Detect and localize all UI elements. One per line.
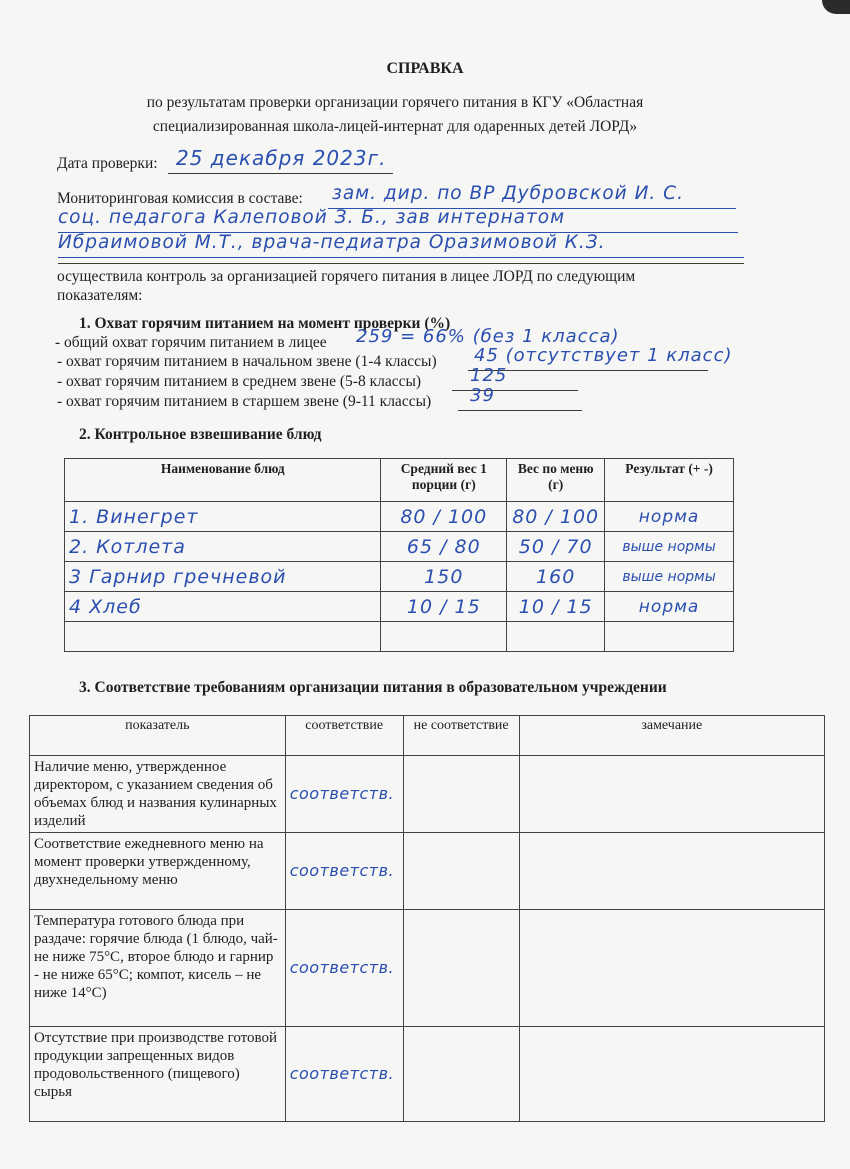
date-label: Дата проверки: (57, 155, 158, 172)
indicator-text: Температура готового блюда при раздаче: горячие блюда (1 блюдо, чай- не ниже 75°С, второе блюдо и гарнир - не ниже 65°С; компот, кисель – не ниже 14°С) (30, 910, 286, 1027)
weighing-header-result: Результат (+ -) (605, 459, 734, 502)
table-row (65, 502, 734, 532)
date-value: 25 декабря 2023г. (176, 146, 387, 170)
result: выше нормы (605, 562, 734, 592)
table-row (65, 622, 734, 652)
commission-label: Мониторинговая комиссия в составе: (57, 190, 303, 207)
section3-heading: 3. Соответствие требованиям организации питания в образовательном учреждении (79, 679, 667, 696)
indicator-text: Отсутствие при производстве готовой продукции запрещенных видов продовольственного (пищевого) сырья (30, 1027, 286, 1122)
nomatch-value (403, 833, 519, 910)
match-value: соответств. (285, 833, 403, 910)
menu-weight: 10 / 15 (507, 592, 605, 622)
dish-name: 1. Винегрет (65, 502, 381, 532)
weighing-header-menu-weight: Вес по меню (г) (507, 459, 605, 502)
table-row (65, 532, 734, 562)
indicator-text: Соответствие ежедневного меню на момент проверки утвержденному, двухнедельному меню (30, 833, 286, 910)
control-text-line2: показателям: (57, 287, 143, 304)
dish-name: 2. Котлета (65, 532, 381, 562)
compliance-header-nomatch: не соответствие (403, 716, 519, 756)
indicator-text: Наличие меню, утвержденное директором, с указанием сведения об объемах блюд и названия кулинарных изделий (30, 756, 286, 833)
commission-hand-line2: соц. педагога Калеповой З. Б., зав интернатом (58, 207, 566, 228)
result: норма (605, 502, 734, 532)
doc-subtitle-line1: по результатам проверки организации горячего питания в КГУ «Областная (146, 94, 644, 111)
section2-heading: 2. Контрольное взвешивание блюд (79, 426, 322, 443)
scan-corner-shadow (822, 0, 850, 14)
coverage-senior-underline (458, 410, 582, 411)
table-row (30, 910, 825, 1027)
dish-name: 3 Гарнир гречневой (65, 562, 381, 592)
note-value (519, 756, 824, 833)
menu-weight (507, 622, 605, 652)
dish-name (65, 622, 381, 652)
avg-weight (381, 622, 507, 652)
note-value (519, 1027, 824, 1122)
date-underline (168, 173, 393, 174)
compliance-header-indicator: показатель (30, 716, 286, 756)
compliance-table (29, 715, 825, 1122)
coverage-primary-value: 45 (отсутствует 1 класс) (474, 345, 733, 366)
weighing-header-dish: Наименование блюд (65, 459, 381, 502)
avg-weight: 80 / 100 (381, 502, 507, 532)
match-value: соответств. (285, 910, 403, 1027)
nomatch-value (403, 756, 519, 833)
coverage-total-label: - общий охват горячим питанием в лицее (55, 334, 327, 351)
coverage-primary-label: - охват горячим питанием в начальном звене (1-4 классы) (57, 353, 437, 370)
dish-name: 4 Хлеб (65, 592, 381, 622)
menu-weight: 80 / 100 (507, 502, 605, 532)
match-value: соответств. (285, 1027, 403, 1122)
coverage-senior-value: 39 (470, 385, 495, 406)
menu-weight: 160 (507, 562, 605, 592)
compliance-header-note: замечание (519, 716, 824, 756)
table-row (30, 1027, 825, 1122)
commission-blank-line (58, 263, 744, 264)
weighing-header-avg-weight: Средний вес 1 порции (г) (381, 459, 507, 502)
match-value: соответств. (285, 756, 403, 833)
commission-hand-line1: зам. дир. по ВР Дубровской И. С. (332, 183, 684, 204)
nomatch-value (403, 910, 519, 1027)
result: выше нормы (605, 532, 734, 562)
table-row (30, 756, 825, 833)
menu-weight: 50 / 70 (507, 532, 605, 562)
commission-hand-line3: Ибраимовой М.Т., врача-педиатра Оразимовой К.З. (58, 232, 606, 253)
table-row (65, 562, 734, 592)
commission-underline3 (58, 257, 744, 258)
control-text-line1: осуществила контроль за организацией горячего питания в лицее ЛОРД по следующим (57, 268, 636, 285)
result: норма (605, 592, 734, 622)
table-row (65, 592, 734, 622)
avg-weight: 65 / 80 (381, 532, 507, 562)
coverage-middle-label: - охват горячим питанием в среднем звене (5-8 классы) (57, 373, 422, 390)
coverage-senior-label: - охват горячим питанием в старшем звене (9-11 классы) (57, 393, 432, 410)
table-row (30, 833, 825, 910)
section1-heading: 1. Охват горячим питанием на момент проверки (%) (79, 315, 451, 332)
avg-weight: 150 (381, 562, 507, 592)
doc-title: СПРАВКА (386, 60, 464, 77)
avg-weight: 10 / 15 (381, 592, 507, 622)
weighing-table (64, 458, 734, 652)
nomatch-value (403, 1027, 519, 1122)
compliance-header-match: соответствие (285, 716, 403, 756)
coverage-middle-value: 125 (470, 365, 508, 386)
note-value (519, 833, 824, 910)
note-value (519, 910, 824, 1027)
doc-subtitle-line2: специализированная школа-лицей-интернат для одаренных детей ЛОРД» (152, 118, 638, 135)
coverage-total-value: 259 = 66% (без 1 класса) (356, 326, 620, 347)
result (605, 622, 734, 652)
